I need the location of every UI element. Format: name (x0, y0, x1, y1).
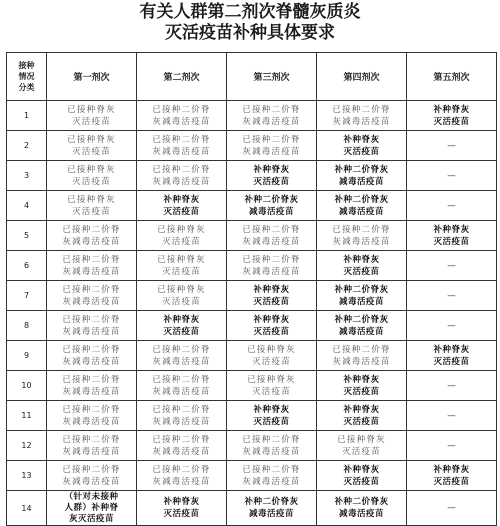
cell-text-line: 补种脊灰 (253, 284, 290, 295)
dose-cell (407, 281, 497, 311)
cell-text-line: 已接种脊灰 (67, 194, 116, 205)
cell-text-line: 灭活疫苗 (162, 296, 201, 307)
cell-text-line: 灰减毒活疫苗 (62, 236, 121, 247)
dose-cell (47, 401, 137, 431)
table-body (7, 101, 497, 526)
table-row (7, 101, 497, 131)
cell-text-line: 已接种二价脊 (152, 104, 211, 115)
table-row (7, 161, 497, 191)
cell-text-line: 灰减毒活疫苗 (152, 356, 211, 367)
cell-text-line: 灭活疫苗 (253, 326, 290, 337)
cell-text-line: — (447, 503, 456, 513)
cell-text-line: 已接种二价脊 (332, 224, 391, 235)
cell-text-line: 灰减毒活疫苗 (242, 116, 301, 127)
cell-text-line: 已接种二价脊 (152, 464, 211, 475)
dose-cell (317, 401, 407, 431)
cell-text-line: 灭活疫苗 (343, 266, 380, 277)
cell-text-line: 灭活疫苗 (162, 266, 201, 277)
cell-text-line: 灭活疫苗 (252, 386, 291, 397)
dose-cell (47, 461, 137, 491)
dose-cell (317, 311, 407, 341)
cell-text-line: 灭活疫苗 (343, 386, 380, 397)
cell-text-line: 已接种二价脊 (62, 434, 121, 445)
cell-text-line: 灰减毒活疫苗 (152, 176, 211, 187)
dose-cell (407, 461, 497, 491)
cell-text-line: 补种脊灰 (163, 497, 200, 507)
cell-text-line: 灭活疫苗 (253, 416, 290, 427)
cell-text-line: 已接种二价脊 (152, 344, 211, 355)
dose-cell (407, 251, 497, 281)
dose-cell (47, 371, 137, 401)
dose-cell (137, 431, 227, 461)
dose-cell (227, 281, 317, 311)
cell-text-line: — (447, 200, 456, 211)
cell-text-line: 灰减毒活疫苗 (62, 266, 121, 277)
row-number: 12 (7, 431, 47, 461)
dose-cell (47, 491, 137, 526)
row-number: 1 (7, 101, 47, 131)
cell-text-line: 已接种脊灰 (157, 224, 206, 235)
dose-cell (407, 341, 497, 371)
cell-text-line: 灰减毒活疫苗 (152, 446, 211, 457)
cell-text-line: 灰减毒活疫苗 (242, 266, 301, 277)
cell-text-line: 灭活疫苗 (72, 116, 111, 127)
cell-text-line: 灰灭活疫苗 (68, 513, 114, 524)
table-row (7, 341, 497, 371)
dose-cell (137, 101, 227, 131)
cell-text-line: 已接种二价脊 (242, 134, 301, 145)
cell-text-line: 灭活疫苗 (343, 146, 380, 157)
dose-cell (317, 341, 407, 371)
cell-text-line: — (447, 170, 456, 181)
cell-text-line: 灭活疫苗 (72, 206, 111, 217)
dose-cell (47, 131, 137, 161)
header-situation-line: 情况 (18, 72, 35, 81)
cell-text-line: 已接种二价脊 (242, 104, 301, 115)
cell-text-line: 灭活疫苗 (72, 176, 111, 187)
cell-text-line: 减毒活疫苗 (248, 206, 294, 217)
cell-text-line: 已接种脊灰 (67, 134, 116, 145)
row-number: 7 (7, 281, 47, 311)
dose-cell (227, 491, 317, 526)
cell-text-line: — (447, 410, 456, 421)
cell-text-line: 补种二价脊灰 (244, 497, 299, 507)
cell-text-line: 已接种二价脊 (62, 314, 121, 325)
cell-text-line: 减毒活疫苗 (338, 206, 384, 217)
dose-cell (317, 281, 407, 311)
cell-text-line: 已接种二价脊 (242, 224, 301, 235)
dose-cell (227, 101, 317, 131)
cell-text-line: 灰减毒活疫苗 (62, 446, 121, 457)
cell-text-line: 已接种脊灰 (337, 434, 386, 445)
cell-text-line: 已接种二价脊 (62, 374, 121, 385)
dose-cell (47, 281, 137, 311)
cell-text-line: 补种脊灰 (253, 404, 290, 415)
cell-text-line: 灰减毒活疫苗 (62, 416, 121, 427)
table-row (7, 401, 497, 431)
dose-cell (47, 311, 137, 341)
row-number: 11 (7, 401, 47, 431)
cell-text-line: 灰减毒活疫苗 (332, 116, 391, 127)
cell-text-line: 灰减毒活疫苗 (62, 476, 121, 487)
dose-cell (137, 251, 227, 281)
cell-text-line: — (447, 320, 456, 331)
header-dose-2: 第二剂次 (137, 53, 227, 101)
dose-cell (47, 341, 137, 371)
table-row (7, 431, 497, 461)
page-title (0, 2, 500, 44)
cell-text-line: 灰减毒活疫苗 (62, 386, 121, 397)
cell-text-line: 已接种二价脊 (242, 464, 301, 475)
cell-text-line: 补种脊灰 (253, 164, 290, 175)
cell-text-line: 补种脊灰 (163, 194, 200, 205)
cell-text-line: 灭活疫苗 (433, 476, 470, 487)
dose-cell (137, 341, 227, 371)
cell-text-line: 灭活疫苗 (342, 446, 381, 457)
cell-text-line: 减毒活疫苗 (248, 509, 294, 519)
dose-cell (227, 461, 317, 491)
cell-text-line: 灰减毒活疫苗 (332, 236, 391, 247)
cell-text-line: 灰减毒活疫苗 (332, 356, 391, 367)
cell-text-line: 补种二价脊灰 (334, 164, 389, 175)
cell-text-line: 补种脊灰 (433, 464, 470, 475)
dose-cell (227, 311, 317, 341)
cell-text-line: — (447, 260, 456, 271)
cell-text-line: 灭活疫苗 (433, 116, 470, 127)
cell-text-line: 已接种二价脊 (152, 404, 211, 415)
cell-text-line: 已接种二价脊 (332, 104, 391, 115)
cell-text-line: 灭活疫苗 (433, 356, 470, 367)
dose-cell (227, 131, 317, 161)
cell-text-line: 已接种二价脊 (62, 344, 121, 355)
cell-text-line: — (447, 440, 456, 451)
row-number: 9 (7, 341, 47, 371)
row-number: 4 (7, 191, 47, 221)
cell-text-line: 补种脊灰 (343, 404, 380, 415)
cell-text-line: 补种脊灰 (343, 374, 380, 385)
dose-cell (137, 491, 227, 526)
dose-cell (407, 371, 497, 401)
header-dose-4: 第四剂次 (317, 53, 407, 101)
cell-text-line: 灰减毒活疫苗 (152, 146, 211, 157)
dose-cell (137, 311, 227, 341)
dose-cell (317, 371, 407, 401)
header-situation-line: 分类 (18, 83, 35, 92)
row-number: 2 (7, 131, 47, 161)
dose-cell (317, 131, 407, 161)
cell-text-line: 人群）补种脊 (64, 502, 119, 513)
table-row (7, 191, 497, 221)
cell-text-line: — (447, 380, 456, 391)
header-dose-3: 第三剂次 (227, 53, 317, 101)
cell-text-line: 已接种二价脊 (62, 254, 121, 265)
cell-text-line: 补种脊灰 (343, 134, 380, 145)
dose-cell (137, 191, 227, 221)
dose-cell (317, 431, 407, 461)
dose-cell (317, 491, 407, 526)
header-situation (7, 53, 47, 101)
cell-text-line: 已接种脊灰 (157, 254, 206, 265)
dose-cell (47, 431, 137, 461)
dose-cell (317, 461, 407, 491)
cell-text-line: 已接种二价脊 (62, 464, 121, 475)
cell-text-line: 补种脊灰 (163, 314, 200, 325)
catch-up-schedule-table (6, 52, 497, 526)
dose-cell (407, 161, 497, 191)
dose-cell (137, 131, 227, 161)
cell-text-line: 补种二价脊灰 (334, 497, 389, 507)
cell-text-line: 已接种脊灰 (157, 284, 206, 295)
table-row (7, 281, 497, 311)
dose-cell (407, 401, 497, 431)
row-number: 5 (7, 221, 47, 251)
cell-text-line: 已接种脊灰 (67, 104, 116, 115)
dose-cell (227, 341, 317, 371)
cell-text-line: 补种脊灰 (433, 344, 470, 355)
dose-cell (47, 161, 137, 191)
cell-text-line: 灭活疫苗 (72, 146, 111, 157)
cell-text-line: 灭活疫苗 (343, 416, 380, 427)
cell-text-line: 减毒活疫苗 (338, 296, 384, 307)
cell-text-line: 灭活疫苗 (433, 236, 470, 247)
dose-cell (137, 461, 227, 491)
dose-cell (227, 371, 317, 401)
cell-text-line: 补种二价脊灰 (334, 194, 389, 205)
cell-text-line: （针对未接种 (64, 491, 119, 502)
dose-cell (47, 221, 137, 251)
cell-text-line: 补种脊灰 (253, 314, 290, 325)
cell-text-line: 补种二价脊灰 (334, 284, 389, 295)
table-row (7, 371, 497, 401)
cell-text-line: 灰减毒活疫苗 (242, 446, 301, 457)
dose-cell (137, 401, 227, 431)
cell-text-line: 补种脊灰 (433, 104, 470, 115)
dose-cell (227, 401, 317, 431)
cell-text-line: 灰减毒活疫苗 (152, 476, 211, 487)
dose-cell (407, 191, 497, 221)
dose-cell (407, 431, 497, 461)
title-line-2: 灭活疫苗补种具体要求 (165, 23, 335, 43)
cell-text-line: 灰减毒活疫苗 (152, 386, 211, 397)
cell-text-line: 灭活疫苗 (252, 356, 291, 367)
cell-text-line: 灭活疫苗 (163, 206, 200, 217)
dose-cell (407, 101, 497, 131)
header-dose-5: 第五剂次 (407, 53, 497, 101)
table-row (7, 251, 497, 281)
cell-text-line: — (447, 140, 456, 151)
header-row (7, 53, 497, 101)
cell-text-line: 灰减毒活疫苗 (62, 326, 121, 337)
dose-cell (137, 221, 227, 251)
cell-text-line: 已接种脊灰 (67, 164, 116, 175)
title-line-1: 有关人群第二剂次脊髓灰质炎 (139, 2, 361, 22)
row-number: 14 (7, 491, 47, 526)
dose-cell (137, 281, 227, 311)
header-situation-line: 接种 (18, 61, 35, 70)
dose-cell (227, 161, 317, 191)
dose-cell (227, 191, 317, 221)
cell-text-line: 灭活疫苗 (162, 236, 201, 247)
dose-cell (317, 221, 407, 251)
cell-text-line: 已接种二价脊 (242, 254, 301, 265)
dose-cell (317, 101, 407, 131)
cell-text-line: 减毒活疫苗 (338, 176, 384, 187)
cell-text-line: 减毒活疫苗 (338, 326, 384, 337)
row-number: 6 (7, 251, 47, 281)
dose-cell (407, 221, 497, 251)
cell-text-line: 灰减毒活疫苗 (152, 416, 211, 427)
cell-text-line: 已接种脊灰 (247, 374, 296, 385)
dose-cell (137, 371, 227, 401)
cell-text-line: 已接种二价脊 (152, 434, 211, 445)
cell-text-line: 灭活疫苗 (253, 176, 290, 187)
table-row (7, 131, 497, 161)
cell-text-line: 已接种二价脊 (242, 434, 301, 445)
dose-cell (407, 491, 497, 526)
cell-text-line: 灰减毒活疫苗 (242, 476, 301, 487)
cell-text-line: — (447, 290, 456, 301)
cell-text-line: 补种脊灰 (343, 464, 380, 475)
cell-text-line: 已接种脊灰 (247, 344, 296, 355)
dose-cell (137, 161, 227, 191)
dose-cell (227, 221, 317, 251)
dose-cell (317, 161, 407, 191)
table-row (7, 461, 497, 491)
cell-text-line: 补种二价脊灰 (244, 194, 299, 205)
cell-text-line: 补种脊灰 (343, 254, 380, 265)
cell-text-line: 灭活疫苗 (163, 509, 200, 519)
dose-cell (317, 251, 407, 281)
cell-text-line: 补种脊灰 (433, 224, 470, 235)
cell-text-line: 灰减毒活疫苗 (62, 296, 121, 307)
cell-text-line: 已接种二价脊 (62, 404, 121, 415)
dose-cell (47, 101, 137, 131)
table-row (7, 311, 497, 341)
cell-text-line: 已接种二价脊 (152, 374, 211, 385)
cell-text-line: 灰减毒活疫苗 (62, 356, 121, 367)
cell-text-line: 灭活疫苗 (163, 326, 200, 337)
dose-cell (317, 191, 407, 221)
cell-text-line: 灭活疫苗 (253, 296, 290, 307)
header-dose-1: 第一剂次 (47, 53, 137, 101)
dose-cell (227, 251, 317, 281)
cell-text-line: 灰减毒活疫苗 (152, 116, 211, 127)
cell-text-line: 已接种二价脊 (152, 134, 211, 145)
row-number: 3 (7, 161, 47, 191)
cell-text-line: 灭活疫苗 (343, 476, 380, 487)
dose-cell (407, 311, 497, 341)
row-number: 10 (7, 371, 47, 401)
row-number: 13 (7, 461, 47, 491)
cell-text-line: 灰减毒活疫苗 (242, 146, 301, 157)
dose-cell (47, 191, 137, 221)
cell-text-line: 已接种二价脊 (62, 284, 121, 295)
table-row (7, 221, 497, 251)
dose-cell (227, 431, 317, 461)
table-row (7, 491, 497, 526)
cell-text-line: 已接种二价脊 (62, 224, 121, 235)
cell-text-line: 补种二价脊灰 (334, 314, 389, 325)
dose-cell (407, 131, 497, 161)
cell-text-line: 灰减毒活疫苗 (242, 236, 301, 247)
cell-text-line: 已接种二价脊 (152, 164, 211, 175)
dose-cell (47, 251, 137, 281)
cell-text-line: 已接种二价脊 (332, 344, 391, 355)
row-number: 8 (7, 311, 47, 341)
cell-text-line: 减毒活疫苗 (338, 509, 384, 519)
